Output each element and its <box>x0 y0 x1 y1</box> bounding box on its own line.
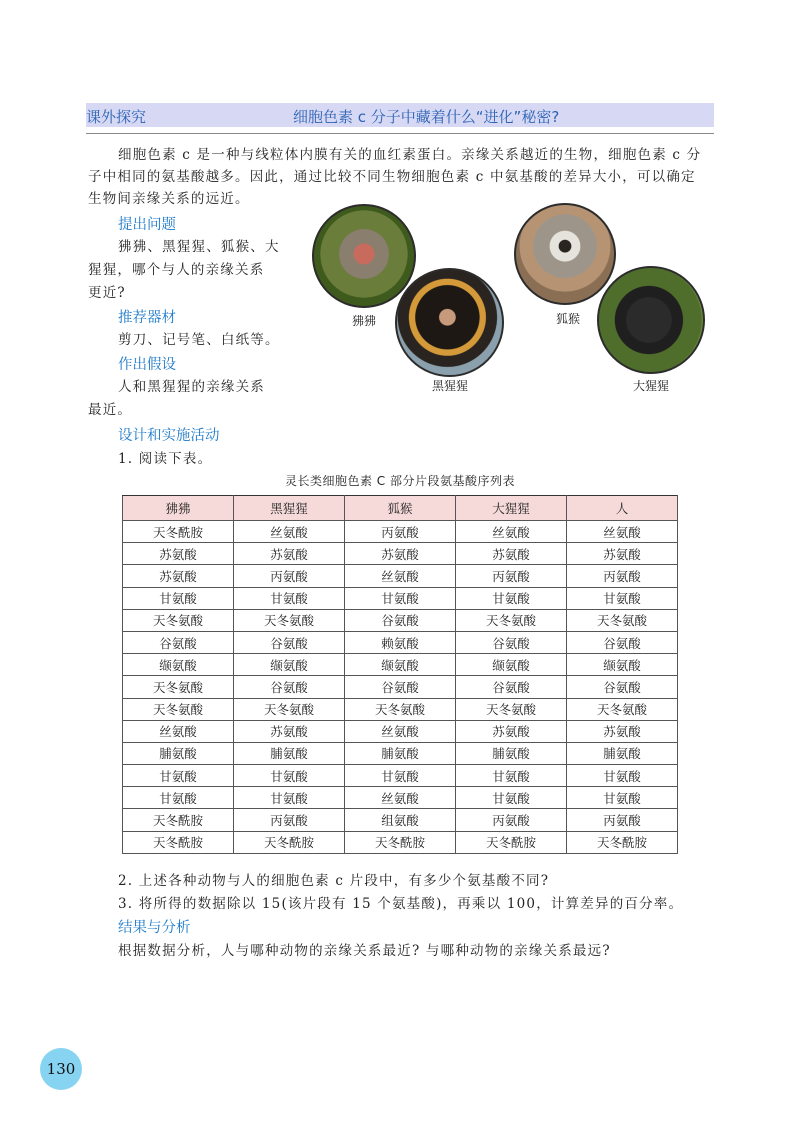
table-cell: 谷氨酸 <box>123 631 234 653</box>
table-row <box>123 742 678 764</box>
table-cell: 谷氨酸 <box>456 676 567 698</box>
table-cell: 缬氨酸 <box>123 654 234 676</box>
table-cell: 苏氨酸 <box>123 543 234 565</box>
table-cell: 天冬氨酸 <box>123 609 234 631</box>
table-cell: 脯氨酸 <box>123 742 234 764</box>
table-cell: 丝氨酸 <box>345 565 456 587</box>
table-cell: 谷氨酸 <box>456 631 567 653</box>
table-cell: 谷氨酸 <box>234 631 345 653</box>
header-bar <box>86 103 714 127</box>
table-cell: 天冬氨酸 <box>123 676 234 698</box>
hypothesis-line-1: 人和黑猩猩的亲缘关系 <box>118 379 265 395</box>
table-row <box>123 654 678 676</box>
intro-line-2: 子中相同的氨基酸越多。因此，通过比较不同生物细胞色素 c 中氨基酸的差异大小，可以确定 <box>88 169 696 185</box>
table-cell: 脯氨酸 <box>567 742 678 764</box>
table-cell: 苏氨酸 <box>123 565 234 587</box>
table-row <box>123 809 678 831</box>
table-row <box>123 565 678 587</box>
table-cell: 缬氨酸 <box>456 654 567 676</box>
heading-question: 提出问题 <box>118 217 176 233</box>
table-cell: 天冬酰胺 <box>567 831 678 853</box>
page-number: 130 <box>40 1048 82 1090</box>
table-cell: 天冬氨酸 <box>234 698 345 720</box>
table-cell: 天冬酰胺 <box>123 521 234 543</box>
table-cell: 甘氨酸 <box>456 765 567 787</box>
table-cell: 丙氨酸 <box>456 565 567 587</box>
table-cell: 甘氨酸 <box>234 765 345 787</box>
table-cell: 丝氨酸 <box>234 521 345 543</box>
amino-acid-table <box>122 495 678 854</box>
table-cell: 丝氨酸 <box>345 787 456 809</box>
column-header: 人 <box>567 496 678 521</box>
table-cell: 天冬酰胺 <box>234 831 345 853</box>
table-cell: 甘氨酸 <box>123 787 234 809</box>
table-cell: 丝氨酸 <box>456 521 567 543</box>
table-cell: 甘氨酸 <box>345 587 456 609</box>
table-cell: 苏氨酸 <box>234 543 345 565</box>
table-cell: 甘氨酸 <box>567 787 678 809</box>
heading-activity: 设计和实施活动 <box>118 428 220 444</box>
table-row <box>123 676 678 698</box>
table-cell: 苏氨酸 <box>456 720 567 742</box>
table-row <box>123 720 678 742</box>
table-cell: 天冬酰胺 <box>123 809 234 831</box>
table-row <box>123 787 678 809</box>
table-cell: 谷氨酸 <box>567 631 678 653</box>
gorilla-photo <box>597 266 705 374</box>
column-header: 大猩猩 <box>456 496 567 521</box>
activity-step-3: 3. 将所得的数据除以 15(该片段有 15 个氨基酸)，再乘以 100，计算差异的百分率。 <box>118 896 684 912</box>
table-cell: 甘氨酸 <box>345 765 456 787</box>
table-cell: 丙氨酸 <box>567 565 678 587</box>
table-cell: 天冬氨酸 <box>456 609 567 631</box>
table-cell: 脯氨酸 <box>345 742 456 764</box>
table-header-row <box>123 496 678 521</box>
table-cell: 丝氨酸 <box>345 720 456 742</box>
table-row <box>123 631 678 653</box>
caption-baboon: 狒狒 <box>352 314 377 328</box>
table-cell: 谷氨酸 <box>567 676 678 698</box>
table-row <box>123 521 678 543</box>
table-cell: 缬氨酸 <box>567 654 678 676</box>
table-cell: 甘氨酸 <box>456 587 567 609</box>
materials-text: 剪刀、记号笔、白纸等。 <box>118 332 280 348</box>
chimpanzee-photo <box>395 268 504 377</box>
table-body <box>123 521 678 854</box>
caption-lemur: 狐猴 <box>556 312 581 326</box>
section-label: 课外探究 <box>86 108 147 126</box>
table-cell: 天冬酰胺 <box>123 831 234 853</box>
table-row <box>123 765 678 787</box>
table-cell: 谷氨酸 <box>345 676 456 698</box>
table-row <box>123 543 678 565</box>
table-cell: 苏氨酸 <box>345 543 456 565</box>
table-cell: 甘氨酸 <box>567 765 678 787</box>
page-title: 细胞色素 c 分子中藏着什么“进化”秘密? <box>293 108 560 126</box>
table-row <box>123 609 678 631</box>
heading-materials: 推荐器材 <box>118 310 176 326</box>
table-cell: 天冬氨酸 <box>567 609 678 631</box>
table-cell: 天冬氨酸 <box>345 698 456 720</box>
question-line-2: 猩猩，哪个与人的亲缘关系 <box>88 262 265 278</box>
table-cell: 缬氨酸 <box>234 654 345 676</box>
table-cell: 丝氨酸 <box>123 720 234 742</box>
activity-step-1: 1. 阅读下表。 <box>118 451 213 467</box>
heading-hypothesis: 作出假设 <box>118 357 176 373</box>
hypothesis-line-2: 最近。 <box>88 402 133 418</box>
table-cell: 苏氨酸 <box>567 543 678 565</box>
table-row <box>123 831 678 853</box>
table-cell: 谷氨酸 <box>234 676 345 698</box>
table-cell: 甘氨酸 <box>123 765 234 787</box>
table-cell: 脯氨酸 <box>234 742 345 764</box>
table-row <box>123 587 678 609</box>
table-cell: 甘氨酸 <box>456 787 567 809</box>
table-cell: 甘氨酸 <box>234 787 345 809</box>
question-line-1: 狒狒、黑猩猩、狐猴、大 <box>118 239 280 255</box>
table-cell: 丙氨酸 <box>234 565 345 587</box>
question-line-3: 更近? <box>88 285 126 301</box>
column-header: 黑猩猩 <box>234 496 345 521</box>
column-header: 狒狒 <box>123 496 234 521</box>
lemur-photo <box>514 203 616 305</box>
table-cell: 丙氨酸 <box>234 809 345 831</box>
table-cell: 丙氨酸 <box>567 809 678 831</box>
table-cell: 甘氨酸 <box>123 587 234 609</box>
table-cell: 甘氨酸 <box>234 587 345 609</box>
table-cell: 天冬酰胺 <box>345 831 456 853</box>
intro-line-1: 细胞色素 c 是一种与线粒体内膜有关的血红素蛋白。亲缘关系越近的生物，细胞色素 c 分 <box>118 147 702 163</box>
intro-line-3: 生物间亲缘关系的远近。 <box>88 191 250 207</box>
table-cell: 脯氨酸 <box>456 742 567 764</box>
caption-chimpanzee: 黑猩猩 <box>432 379 469 393</box>
table-cell: 丙氨酸 <box>345 521 456 543</box>
table-cell: 赖氨酸 <box>345 631 456 653</box>
table-cell: 组氨酸 <box>345 809 456 831</box>
table-cell: 天冬氨酸 <box>123 698 234 720</box>
table-cell: 丝氨酸 <box>567 521 678 543</box>
column-header: 狐猴 <box>345 496 456 521</box>
table-cell: 缬氨酸 <box>345 654 456 676</box>
table-cell: 天冬酰胺 <box>456 831 567 853</box>
activity-step-2: 2. 上述各种动物与人的细胞色素 c 片段中，有多少个氨基酸不同? <box>118 873 550 889</box>
table-cell: 丙氨酸 <box>456 809 567 831</box>
table-cell: 甘氨酸 <box>567 587 678 609</box>
baboon-photo <box>312 204 416 308</box>
table-cell: 苏氨酸 <box>234 720 345 742</box>
table-cell: 谷氨酸 <box>345 609 456 631</box>
header-divider <box>86 133 714 134</box>
table-cell: 苏氨酸 <box>456 543 567 565</box>
table-cell: 天冬氨酸 <box>456 698 567 720</box>
table-row <box>123 698 678 720</box>
table-cell: 苏氨酸 <box>567 720 678 742</box>
table-cell: 天冬氨酸 <box>567 698 678 720</box>
results-text: 根据数据分析，人与哪种动物的亲缘关系最近? 与哪种动物的亲缘关系最远? <box>118 943 611 959</box>
heading-results: 结果与分析 <box>118 920 191 936</box>
caption-gorilla: 大猩猩 <box>633 379 670 393</box>
table-title: 灵长类细胞色素 C 部分片段氨基酸序列表 <box>284 474 515 488</box>
table-cell: 天冬氨酸 <box>234 609 345 631</box>
